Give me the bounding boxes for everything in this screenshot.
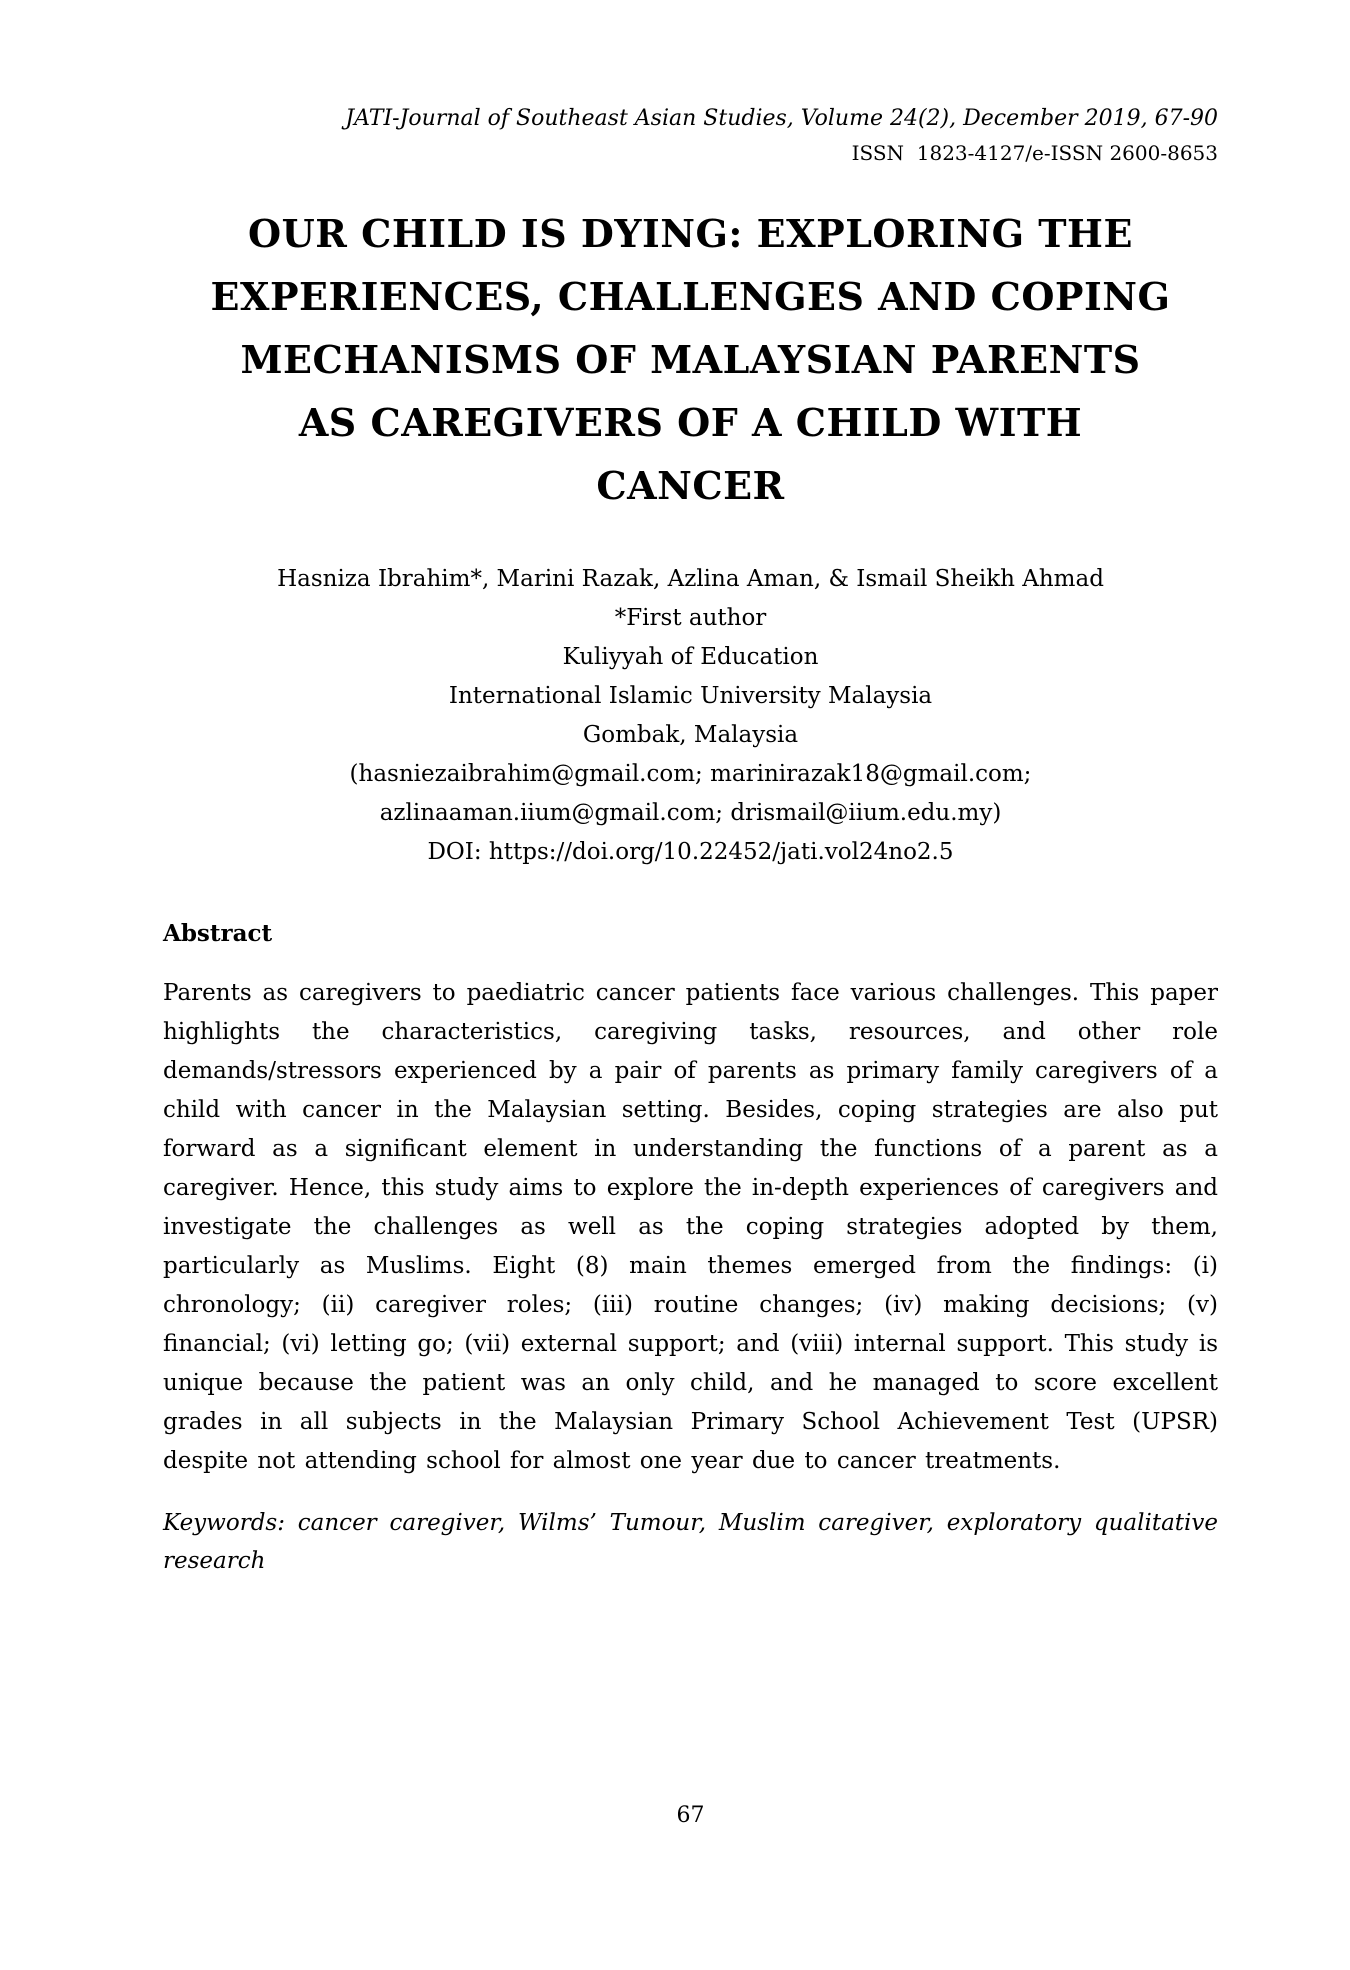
keywords-line: Keywords: cancer caregiver, Wilms’ Tumour, Muslim caregiver, exploratory qualitative research	[163, 1510, 1218, 1574]
abstract-paragraph: Parents as caregivers to paediatric cancer patients face various challenges. This paper highlights the characteristics, caregiving tasks, resources, and other role demands/stressors experienced by a pair of parents as primary family caregivers of a child with cancer in the Malaysian setting. Besides, coping strategies are also put forward as a significant element in understanding the functions of a parent as a caregiver. Hence, this study aims to explore the in-depth experiences of caregivers and investigate the challenges as well as the coping strategies adopted by them, particularly as Muslims. Eight (8) main themes emerged from the findings: (i) chronology; (ii) caregiver roles; (iii) routine changes; (iv) making decisions; (v) financial; (vi) letting go; (vii) external support; and (viii) internal support. This study is unique because the patient was an only child, and he managed to score excellent grades in all subjects in the Malaysian Primary School Achievement Test (UPSR) despite not attending school for almost one year due to cancer treatments.	[163, 980, 1218, 1474]
page-content	[163, 0, 1218, 1603]
article-title	[163, 202, 1218, 517]
journal-citation-line: JATI-Journal of Southeast Asian Studies, Volume 24(2), December 2019, 67-90	[345, 106, 1218, 131]
article-title-line-1: OUR CHILD IS DYING: EXPLORING THE	[248, 211, 1133, 256]
page-number: 67	[676, 1803, 705, 1828]
first-author-note: *First author	[614, 605, 767, 631]
article-title-line-5: CANCER	[596, 463, 785, 508]
author-block	[163, 560, 1218, 872]
issn-line: ISSN 1823-4127/e-ISSN 2600-8653	[851, 141, 1218, 165]
abstract-heading: Abstract	[163, 920, 273, 947]
author-faculty: Kuliyyah of Education	[562, 644, 819, 670]
article-title-line-2: EXPERIENCES, CHALLENGES AND COPING	[210, 274, 1171, 319]
article-title-line-3: MECHANISMS OF MALAYSIAN PARENTS	[240, 337, 1141, 382]
author-emails-line-2: azlinaaman.iium@gmail.com; drismail@iium.edu.my)	[379, 800, 1002, 826]
journal-header	[163, 0, 1218, 170]
author-names: Hasniza Ibrahim*, Marini Razak, Azlina Aman, & Ismail Sheikh Ahmad	[277, 566, 1104, 592]
author-university: International Islamic University Malaysia	[448, 683, 933, 709]
doi-line: DOI: https://doi.org/10.22452/jati.vol24no2.5	[427, 839, 954, 865]
author-emails-line-1: (hasniezaibrahim@gmail.com; marinirazak18@gmail.com;	[349, 761, 1032, 787]
author-city: Gombak, Malaysia	[582, 722, 799, 748]
article-title-line-4: AS CAREGIVERS OF A CHILD WITH	[298, 400, 1083, 445]
